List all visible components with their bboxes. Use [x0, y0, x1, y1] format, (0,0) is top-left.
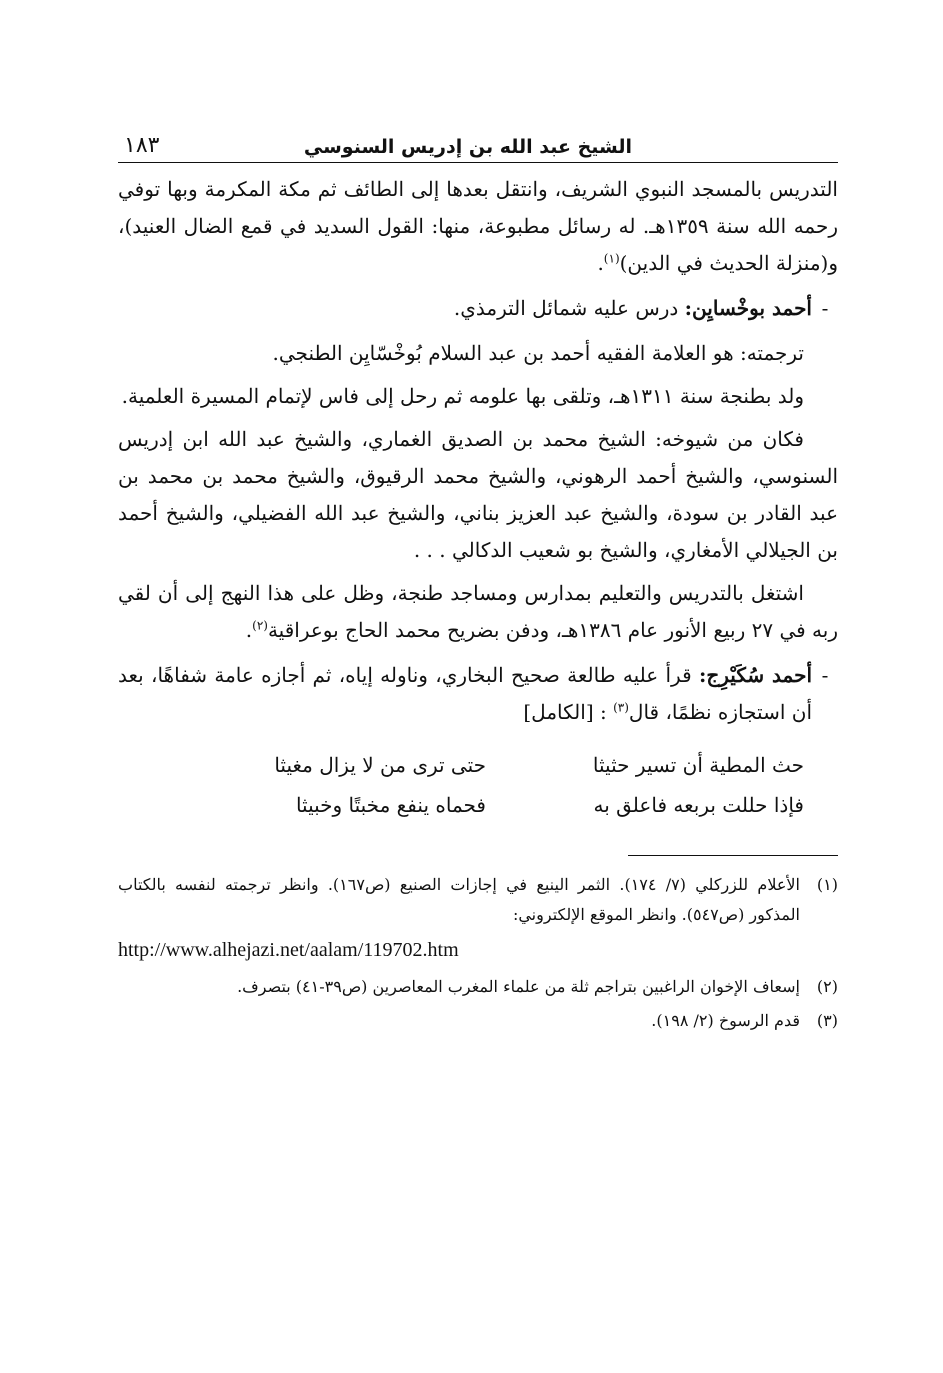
- footnote-divider: [628, 855, 838, 856]
- footnotes: [118, 870, 838, 1036]
- footnote-3: [118, 1006, 838, 1036]
- paragraph-5-end: .: [245, 618, 253, 642]
- verse-first-hemistich: حث المطية أن تسير حثيثا: [592, 753, 804, 777]
- entry-sukayrij: [118, 657, 838, 731]
- verse-second-hemistich: فحماه ينفع مخبتًا وخبيثا: [295, 793, 486, 817]
- paragraph-5-text: اشتغل بالتدريس والتعليم بمدارس ومساجد طنجة، وظل على هذا النهج إلى أن لقي ربه في ٢٧ ربيع الأنور عام ١٣٨٦هـ، ودفن بضريح محمد الحاج بوعراقية: [118, 581, 838, 642]
- entry-bukhsain: [118, 290, 838, 327]
- header-title: الشيخ عبد الله بن إدريس السنوسي: [303, 136, 632, 158]
- entry-meter: : [الكامل]: [523, 700, 607, 724]
- footnote-2: [118, 972, 838, 1002]
- entry-text: [118, 290, 812, 327]
- book-page: [118, 118, 838, 1040]
- entry-description: قرأ عليه طالعة صحيح البخاري، وناوله إياه، ثم أجازه عامة شفاهًا، بعد أن استجازه نظمًا، قال: [118, 663, 812, 724]
- paragraph-2: ترجمته: هو العلامة الفقيه أحمد بن عبد السلام بُوخْسّايِن الطنجي.: [272, 341, 804, 365]
- footnote-number: (١): [816, 875, 838, 894]
- entry-dash: -: [821, 296, 829, 320]
- paragraph-3: ولد بطنجة سنة ١٣١١هـ، وتلقى بها علومه ثم رحل إلى فاس لإتمام المسيرة العلمية.: [121, 384, 804, 408]
- running-header: [118, 118, 838, 163]
- footnote-ref-1[interactable]: (١): [603, 251, 620, 266]
- footnote-url-link[interactable]: http://www.alhejazi.net/aalam/119702.htm: [118, 939, 459, 961]
- entry-name: أحمد سُكَيْرِج:: [698, 663, 812, 687]
- footnote-text: الأعلام للزركلي (٧/ ١٧٤). الثمر الينيع في إجازات الصنيع (ص١٦٧). وانظر ترجمته لنفسه بالكتاب المذكور (ص٥٤٧). وانظر الموقع الإلكتروني:: [118, 875, 800, 924]
- verse-second-hemistich: حتى ترى من لا يزال مغيثا: [274, 753, 486, 777]
- footnote-text: قدم الرسوخ (٢/ ١٩٨).: [651, 1011, 800, 1030]
- entry-description: درس عليه شمائل الترمذي.: [453, 296, 679, 320]
- page-number: ١٨٣: [124, 133, 160, 158]
- footnote-number: (٣): [816, 1011, 838, 1030]
- paragraph-1: [118, 171, 838, 282]
- footnote-1: [118, 870, 838, 930]
- footnote-text: إسعاف الإخوان الراغبين بتراجم ثلة من علماء المغرب المعاصرين (ص٣٩-٤١) بتصرف.: [237, 977, 800, 996]
- verse-first-hemistich: فإذا حللت بربعه فاعلق به: [593, 793, 804, 817]
- footnote-number: (٢): [816, 977, 838, 996]
- verse: [118, 785, 804, 825]
- footnote-ref-3[interactable]: (٣): [613, 700, 629, 715]
- paragraph-1-end: .: [597, 251, 604, 275]
- verse: [118, 745, 804, 785]
- entry-name: أحمد بوخْسايِن:: [684, 296, 812, 320]
- main-text: [118, 171, 838, 825]
- entry-dash: -: [821, 663, 829, 687]
- entry-text: [118, 657, 812, 731]
- paragraph-4: فكان من شيوخه: الشيخ محمد بن الصديق الغماري، والشيخ عبد الله ابن إدريس السنوسي، والشيخ أحمد الرهوني، والشيخ محمد الرقيوق، والشيخ محمد بن محمد بن عبد القادر بن سودة، والشيخ عبد العزيز بناني، والشيخ عبد الله الفضيلي، والشيخ أحمد بن الجيلالي الأمغاري، والشيخ بو شعيب الدكالي . . .: [118, 427, 838, 562]
- paragraph-1-text: التدريس بالمسجد النبوي الشريف، وانتقل بعدها إلى الطائف ثم مكة المكرمة وبها توفي رحمه الله سنة ١٣٥٩هـ. له رسائل مطبوعة، منها: القول السديد في قمع الضال العنيد)، و(منزلة الحديث في الدين): [118, 177, 839, 275]
- poem: [118, 745, 838, 825]
- footnote-ref-2[interactable]: (٢): [252, 618, 268, 633]
- paragraph-5: [118, 575, 838, 649]
